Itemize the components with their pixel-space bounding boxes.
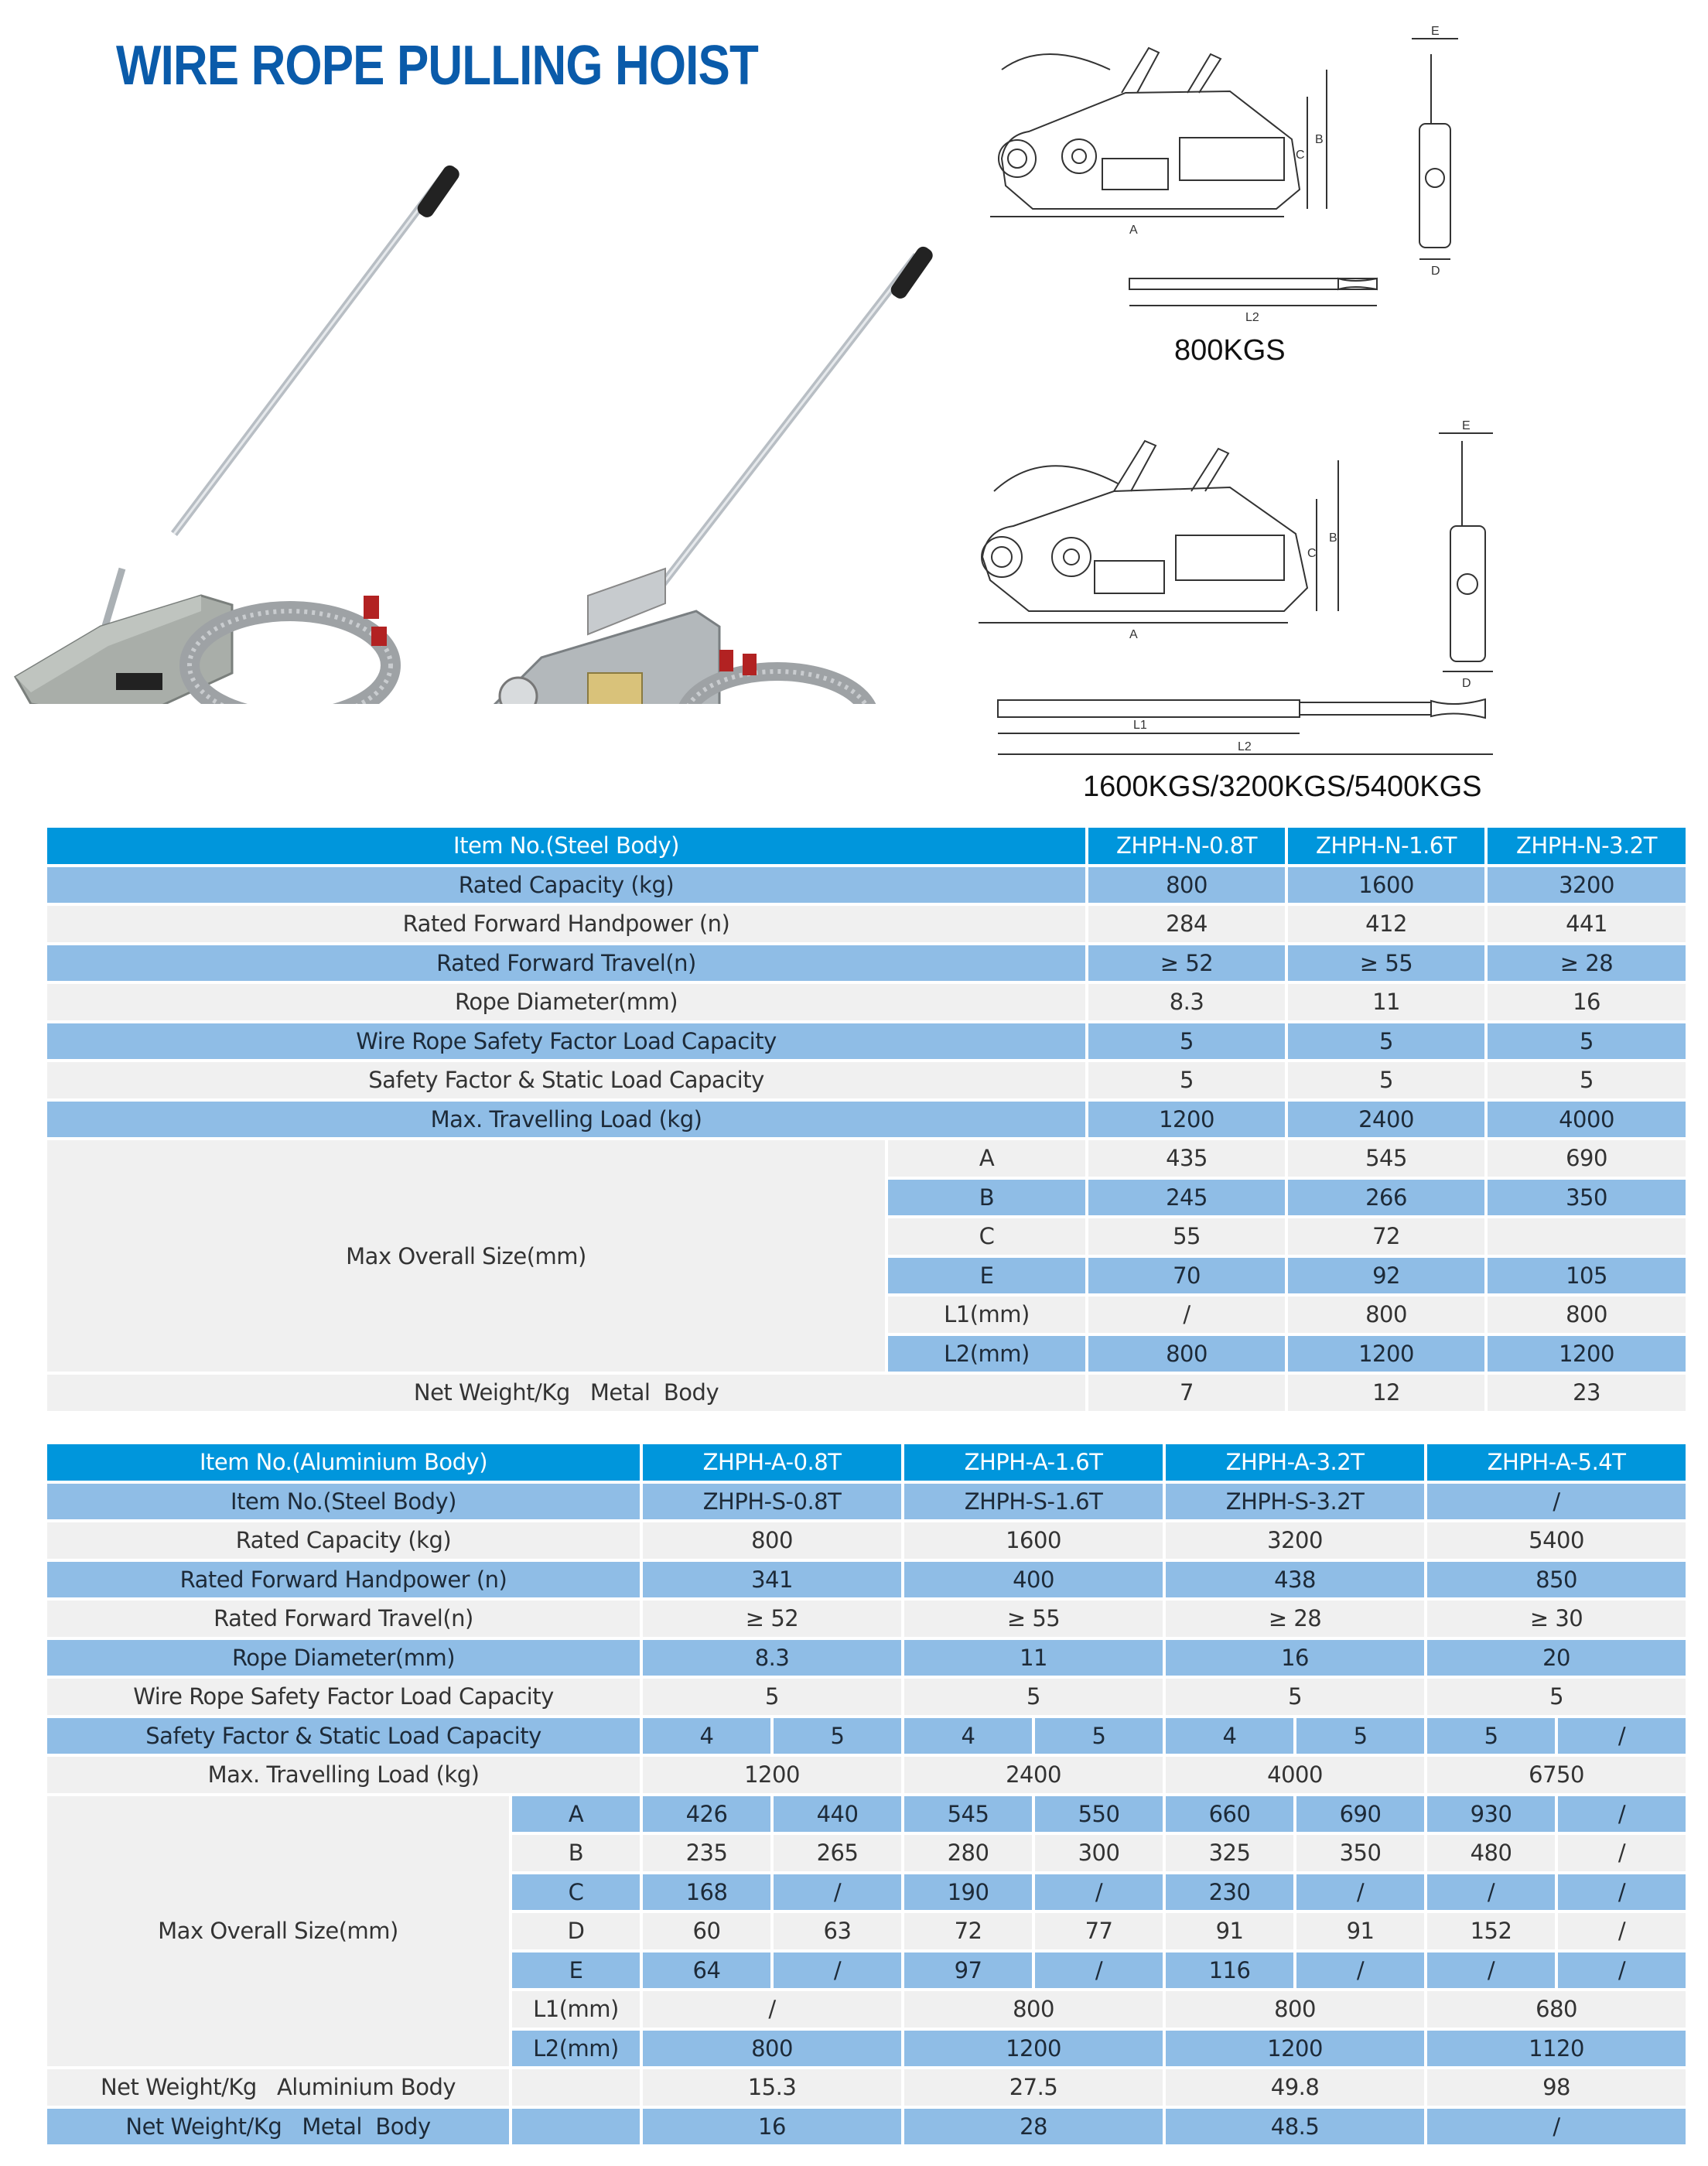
table-row xyxy=(47,1522,1686,1559)
cell: 230 xyxy=(1166,1874,1293,1911)
dim-label-b: B xyxy=(1315,133,1324,146)
dim-label: E xyxy=(888,1258,1085,1294)
cell: / xyxy=(1296,1874,1424,1911)
table-row xyxy=(47,2069,1686,2106)
page-title: WIRE ROPE PULLING HOIST xyxy=(116,35,758,97)
cell: 77 xyxy=(1035,1913,1163,1949)
cell: 4 xyxy=(904,1718,1032,1754)
row-label: Rated Forward Travel(n) xyxy=(47,1601,640,1637)
cell: 266 xyxy=(1288,1180,1484,1216)
row-label: Rated Forward Travel(n) xyxy=(47,945,1085,982)
cell: 72 xyxy=(904,1913,1032,1949)
cell: 800 xyxy=(1488,1297,1686,1333)
cell: 5 xyxy=(1035,1718,1163,1754)
cell: 5 xyxy=(904,1679,1163,1715)
dim-label-d: D xyxy=(1431,265,1440,278)
dim-label: L2(mm) xyxy=(888,1336,1085,1372)
cell: / xyxy=(1558,1874,1686,1911)
steel-hoist-photo xyxy=(456,244,935,704)
dim-label: C xyxy=(512,1874,640,1911)
cell: 152 xyxy=(1427,1913,1555,1949)
cell: 16 xyxy=(1488,984,1686,1020)
table-row xyxy=(47,2109,1686,2145)
row-label: Safety Factor & Static Load Capacity xyxy=(47,1718,640,1754)
model-header: ZHPH-A-5.4T xyxy=(1427,1444,1686,1481)
cell: 800 xyxy=(1166,1991,1424,2028)
cell: 11 xyxy=(1288,984,1484,1020)
cell: 930 xyxy=(1427,1796,1555,1833)
cell: 5400 xyxy=(1427,1522,1686,1559)
empty-cell xyxy=(512,2109,640,2145)
cell: 168 xyxy=(643,1874,770,1911)
cell: 5 xyxy=(1296,1718,1424,1754)
cell: 5 xyxy=(1488,1062,1686,1098)
cell: 800 xyxy=(643,2031,901,2067)
diagram-800kgs xyxy=(975,23,1470,325)
cell: 5 xyxy=(1088,1023,1285,1060)
table-row xyxy=(47,1679,1686,1715)
cell: 11 xyxy=(904,1640,1163,1676)
cell: / xyxy=(1427,2109,1686,2145)
dim-label: D xyxy=(512,1913,640,1949)
cell: ZHPH-S-3.2T xyxy=(1166,1484,1424,1520)
dim-label-d: D xyxy=(1462,677,1471,690)
cell: 3200 xyxy=(1488,867,1686,904)
cell: ZHPH-S-1.6T xyxy=(904,1484,1163,1520)
cell: 441 xyxy=(1488,906,1686,942)
dim-label-b: B xyxy=(1329,531,1337,545)
model-header: ZHPH-N-0.8T xyxy=(1088,828,1285,864)
cell: 426 xyxy=(643,1796,770,1833)
row-label: Net Weight/Kg Metal Body xyxy=(47,2109,509,2145)
cell: 64 xyxy=(643,1952,770,1989)
dim-label-c: C xyxy=(1307,547,1317,560)
cell: 5 xyxy=(1288,1062,1484,1098)
table-row xyxy=(47,984,1686,1020)
cell: ≥ 28 xyxy=(1488,945,1686,982)
model-header: ZHPH-A-3.2T xyxy=(1166,1444,1424,1481)
model-header: ZHPH-N-1.6T xyxy=(1288,828,1484,864)
table-row xyxy=(47,1484,1686,1520)
cell: ≥ 30 xyxy=(1427,1601,1686,1637)
cell: 325 xyxy=(1166,1835,1293,1871)
cell: 1200 xyxy=(1288,1336,1484,1372)
cell: 660 xyxy=(1166,1796,1293,1833)
cell: / xyxy=(643,1991,901,2028)
cell: 5 xyxy=(1427,1718,1555,1754)
dim-label-e: E xyxy=(1462,419,1471,432)
diagram-1600-5400kgs xyxy=(959,402,1532,766)
cell: 2400 xyxy=(904,1757,1163,1793)
row-label: Rated Forward Handpower (n) xyxy=(47,1562,640,1598)
cell: 4000 xyxy=(1166,1757,1424,1793)
cell: 438 xyxy=(1166,1562,1424,1598)
cell: 49.8 xyxy=(1166,2069,1424,2106)
cell: 850 xyxy=(1427,1562,1686,1598)
cell xyxy=(1488,1218,1686,1255)
cell: / xyxy=(1558,1835,1686,1871)
row-label: Rated Capacity (kg) xyxy=(47,1522,640,1559)
cell: 690 xyxy=(1488,1140,1686,1177)
cell: 800 xyxy=(1088,867,1285,904)
cell: / xyxy=(1558,1952,1686,1989)
table-row xyxy=(47,1140,1686,1177)
empty-cell xyxy=(512,2069,640,2106)
cell: 440 xyxy=(774,1796,901,1833)
row-label: Max. Travelling Load (kg) xyxy=(47,1757,640,1793)
spec-table-steel-body xyxy=(44,825,1689,1414)
diagram-caption-1600-5400kgs: 1600KGS/3200KGS/5400KGS xyxy=(1083,770,1482,803)
cell: 550 xyxy=(1035,1796,1163,1833)
cell: ≥ 52 xyxy=(643,1601,901,1637)
dim-label: B xyxy=(512,1835,640,1871)
cell: 6750 xyxy=(1427,1757,1686,1793)
table-row xyxy=(47,1062,1686,1098)
row-label: Max. Travelling Load (kg) xyxy=(47,1102,1085,1138)
cell: 680 xyxy=(1427,1991,1686,2028)
cell: 27.5 xyxy=(904,2069,1163,2106)
cell: 1120 xyxy=(1427,2031,1686,2067)
row-label: Wire Rope Safety Factor Load Capacity xyxy=(47,1023,1085,1060)
cell: 3200 xyxy=(1166,1522,1424,1559)
model-header: ZHPH-A-0.8T xyxy=(643,1444,901,1481)
cell: 800 xyxy=(643,1522,901,1559)
dim-label: L1(mm) xyxy=(512,1991,640,2028)
cell: 280 xyxy=(904,1835,1032,1871)
cell: 800 xyxy=(1288,1297,1484,1333)
table-row xyxy=(47,1796,1686,1833)
dim-label: L1(mm) xyxy=(888,1297,1085,1333)
cell: 1200 xyxy=(1488,1336,1686,1372)
dim-label-e: E xyxy=(1431,25,1440,38)
dim-label-c: C xyxy=(1296,149,1305,162)
dim-label: A xyxy=(888,1140,1085,1177)
table-row xyxy=(47,1640,1686,1676)
cell: 72 xyxy=(1288,1218,1484,1255)
cell: ≥ 55 xyxy=(904,1601,1163,1637)
cell: 8.3 xyxy=(643,1640,901,1676)
cell: / xyxy=(1427,1952,1555,1989)
cell: / xyxy=(1558,1718,1686,1754)
cell: 16 xyxy=(1166,1640,1424,1676)
table-header-row xyxy=(47,1444,1686,1481)
cell: 2400 xyxy=(1288,1102,1484,1138)
aluminium-hoist-photo xyxy=(15,162,462,704)
cell: / xyxy=(1296,1952,1424,1989)
cell: 4 xyxy=(643,1718,770,1754)
cell: 1200 xyxy=(1088,1102,1285,1138)
cell: 1600 xyxy=(1288,867,1484,904)
table-row xyxy=(47,1718,1686,1754)
cell: 5 xyxy=(1166,1679,1424,1715)
cell: 800 xyxy=(1088,1336,1285,1372)
cell: / xyxy=(1558,1796,1686,1833)
table-row xyxy=(47,1757,1686,1793)
table-row xyxy=(47,1601,1686,1637)
cell: 435 xyxy=(1088,1140,1285,1177)
cell: 800 xyxy=(904,1991,1163,2028)
dim-label: C xyxy=(888,1218,1085,1255)
cell: 400 xyxy=(904,1562,1163,1598)
table-row xyxy=(47,1102,1686,1138)
cell: 690 xyxy=(1296,1796,1424,1833)
cell: 545 xyxy=(904,1796,1032,1833)
cell: 5 xyxy=(1088,1062,1285,1098)
size-group-label: Max Overall Size(mm) xyxy=(47,1796,509,2067)
cell: 190 xyxy=(904,1874,1032,1911)
cell: 350 xyxy=(1488,1180,1686,1216)
table-row xyxy=(47,1023,1686,1060)
product-photos xyxy=(0,132,944,704)
cell: 92 xyxy=(1288,1258,1484,1294)
cell: 341 xyxy=(643,1562,901,1598)
cell: ≥ 55 xyxy=(1288,945,1484,982)
cell: 5 xyxy=(643,1679,901,1715)
cell: 4 xyxy=(1166,1718,1293,1754)
cell: 4000 xyxy=(1488,1102,1686,1138)
cell: / xyxy=(1427,1484,1686,1520)
size-group-label: Max Overall Size(mm) xyxy=(47,1140,885,1372)
dim-label-l1: L1 xyxy=(1133,719,1147,732)
cell: / xyxy=(1035,1952,1163,1989)
cell: 1200 xyxy=(643,1757,901,1793)
row-label: Net Weight/Kg Aluminium Body xyxy=(47,2069,509,2106)
dim-label: A xyxy=(512,1796,640,1833)
dim-label-a: A xyxy=(1129,224,1138,237)
table-row xyxy=(47,1562,1686,1598)
spec-table-aluminium-body xyxy=(44,1441,1689,2147)
row-label: Wire Rope Safety Factor Load Capacity xyxy=(47,1679,640,1715)
cell: 16 xyxy=(643,2109,901,2145)
cell: 5 xyxy=(1427,1679,1686,1715)
cell: 480 xyxy=(1427,1835,1555,1871)
cell: / xyxy=(774,1952,901,1989)
cell: 60 xyxy=(643,1913,770,1949)
cell: 55 xyxy=(1088,1218,1285,1255)
cell: 8.3 xyxy=(1088,984,1285,1020)
dim-label: B xyxy=(888,1180,1085,1216)
cell: ZHPH-S-0.8T xyxy=(643,1484,901,1520)
row-label: Item No.(Steel Body) xyxy=(47,1484,640,1520)
cell: 265 xyxy=(774,1835,901,1871)
cell: 284 xyxy=(1088,906,1285,942)
cell: 23 xyxy=(1488,1375,1686,1411)
cell: / xyxy=(1558,1913,1686,1949)
cell: 20 xyxy=(1427,1640,1686,1676)
cell: 70 xyxy=(1088,1258,1285,1294)
cell: 7 xyxy=(1088,1375,1285,1411)
cell: 97 xyxy=(904,1952,1032,1989)
dim-label: L2(mm) xyxy=(512,2031,640,2067)
cell: 235 xyxy=(643,1835,770,1871)
row-label: Net Weight/Kg Metal Body xyxy=(47,1375,1085,1411)
table-row xyxy=(47,906,1686,942)
cell: 91 xyxy=(1166,1913,1293,1949)
row-label: Rated Forward Handpower (n) xyxy=(47,906,1085,942)
cell: ≥ 52 xyxy=(1088,945,1285,982)
cell: 15.3 xyxy=(643,2069,901,2106)
cell: 12 xyxy=(1288,1375,1484,1411)
cell: 1600 xyxy=(904,1522,1163,1559)
dim-label: E xyxy=(512,1952,640,1989)
header-label: Item No.(Aluminium Body) xyxy=(47,1444,640,1481)
cell: 91 xyxy=(1296,1913,1424,1949)
header-label: Item No.(Steel Body) xyxy=(47,828,1085,864)
cell: 300 xyxy=(1035,1835,1163,1871)
dim-label-l2: L2 xyxy=(1245,311,1259,324)
row-label: Safety Factor & Static Load Capacity xyxy=(47,1062,1085,1098)
dim-label-a: A xyxy=(1129,628,1138,641)
cell: / xyxy=(1088,1297,1285,1333)
cell: 412 xyxy=(1288,906,1484,942)
cell: 116 xyxy=(1166,1952,1293,1989)
cell: 48.5 xyxy=(1166,2109,1424,2145)
cell: 245 xyxy=(1088,1180,1285,1216)
table-row xyxy=(47,1375,1686,1411)
cell: 1200 xyxy=(904,2031,1163,2067)
cell: 5 xyxy=(1288,1023,1484,1060)
cell: 1200 xyxy=(1166,2031,1424,2067)
table-row xyxy=(47,867,1686,904)
row-label: Rope Diameter(mm) xyxy=(47,1640,640,1676)
row-label: Rope Diameter(mm) xyxy=(47,984,1085,1020)
dim-label-l2: L2 xyxy=(1238,740,1252,753)
cell: 5 xyxy=(774,1718,901,1754)
row-label: Rated Capacity (kg) xyxy=(47,867,1085,904)
table-header-row xyxy=(47,828,1686,864)
cell: 5 xyxy=(1488,1023,1686,1060)
diagram-caption-800kgs: 800KGS xyxy=(1174,334,1286,367)
cell: / xyxy=(1427,1874,1555,1911)
model-header: ZHPH-N-3.2T xyxy=(1488,828,1686,864)
cell: / xyxy=(1035,1874,1163,1911)
cell: 350 xyxy=(1296,1835,1424,1871)
cell: 98 xyxy=(1427,2069,1686,2106)
cell: 105 xyxy=(1488,1258,1686,1294)
cell: 545 xyxy=(1288,1140,1484,1177)
cell: ≥ 28 xyxy=(1166,1601,1424,1637)
table-row xyxy=(47,945,1686,982)
model-header: ZHPH-A-1.6T xyxy=(904,1444,1163,1481)
cell: / xyxy=(774,1874,901,1911)
cell: 28 xyxy=(904,2109,1163,2145)
cell: 63 xyxy=(774,1913,901,1949)
